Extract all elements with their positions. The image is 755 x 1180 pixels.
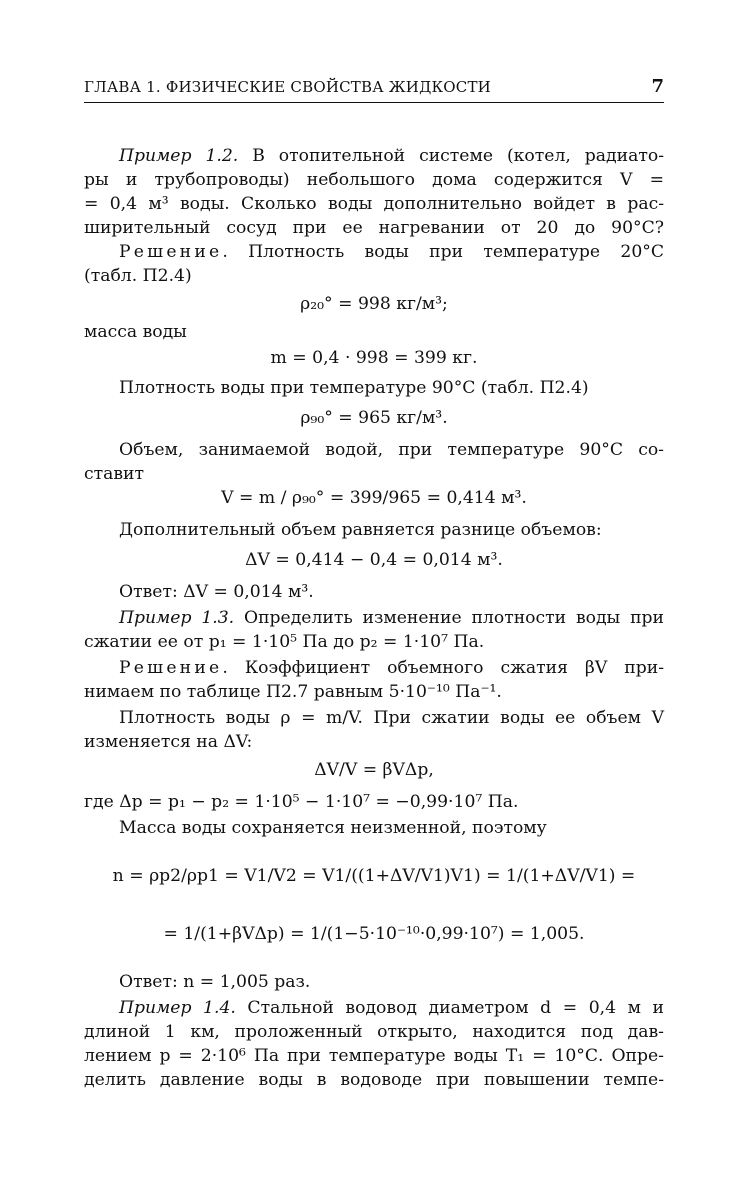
ex14-line-2: длиной 1 км, проложенный открыто, находится под дав- (84, 1022, 664, 1042)
ex14-label: Пример 1.4. (119, 998, 236, 1018)
running-header (84, 74, 664, 103)
ex13-line-6: изменяется на ΔV: (84, 732, 253, 752)
ex12-line-11: Дополнительный объем равняется разнице объемов: (119, 520, 602, 540)
ex14-line-3: лением p = 2·10⁶ Па при температуре воды T₁ = 10°С. Опре- (84, 1046, 664, 1066)
ex13-line-4: нимаем по таблице П2.7 равным 5·10⁻¹⁰ Па⁻¹. (84, 682, 502, 702)
ex13-label: Пример 1.3. (119, 608, 235, 628)
ex13-line-5: Плотность воды ρ = m/V. При сжатии воды ее объем V (119, 708, 664, 728)
chapter-title: ГЛАВА 1. ФИЗИЧЕСКИЕ СВОЙСТВА ЖИДКОСТИ (84, 78, 491, 96)
ex12-line-9: Объем, занимаемой водой, при температуре 90°С со- (119, 440, 664, 460)
ex12-formula-2: m = 0,4 · 998 = 399 кг. (270, 348, 478, 368)
ex12-line-3: = 0,4 м³ воды. Сколько воды дополнительно войдет в рас- (84, 194, 664, 214)
ex12-line-7: масса воды (84, 322, 187, 342)
page-number: 7 (651, 76, 664, 97)
ex12-answer: Ответ: ΔV = 0,014 м³. (119, 582, 314, 602)
ex12-line-2: ры и трубопроводы) небольшого дома содержится V = (84, 170, 664, 190)
ex12-line-4: ширительный сосуд при ее нагревании от 20 до 90°С? (84, 218, 664, 238)
ex13-line-8: Масса воды сохраняется неизменной, поэтому (119, 818, 547, 838)
ex12-line-1: Пример 1.2. В отопительной системе (котел, радиато- (119, 146, 664, 166)
ex12-formula-5: ΔV = 0,414 − 0,4 = 0,014 м³. (245, 550, 503, 570)
ex13-formula-1: ΔV/V = βVΔp, (314, 760, 434, 780)
ex12-line-8: Плотность воды при температуре 90°С (табл. П2.4) (119, 378, 589, 398)
ex13-formula-2: n = ρp2/ρp1 = V1/V2 = V1/((1+ΔV/V1)V1) = 1/(1+ΔV/V1) = (112, 866, 636, 886)
ex13-line-2: сжатии ее от p₁ = 1·10⁵ Па до p₂ = 1·10⁷ Па. (84, 632, 485, 652)
ex12-line-6: (табл. П2.4) (84, 266, 192, 286)
ex13-answer: Ответ: n = 1,005 раз. (119, 972, 311, 992)
ex13-formula-3: = 1/(1+βVΔp) = 1/(1−5·10⁻¹⁰·0,99·10⁷) = 1,005. (163, 924, 585, 944)
solution-word: Решение (119, 242, 223, 262)
ex14-line-4: делить давление воды в водоводе при повышении темпе- (84, 1070, 664, 1090)
ex12-formula-4: V = m / ρ₉₀° = 399/965 = 0,414 м³. (221, 488, 527, 508)
ex12-line-10: ставит (84, 464, 145, 484)
ex14-line-1: Пример 1.4. Стальной водовод диаметром d = 0,4 м и (119, 998, 665, 1018)
ex12-formula-1: ρ₂₀° = 998 кг/м³; (300, 294, 448, 314)
ex13-line-7: где Δp = p₁ − p₂ = 1·10⁵ − 1·10⁷ = −0,99·10⁷ Па. (84, 792, 519, 812)
ex13-solution-line: Решение. Коэффициент объемного сжатия βV при- (119, 658, 664, 678)
ex12-solution-line: Решение. Плотность воды при температуре 20°С (119, 242, 664, 262)
solution-word: Решение (119, 658, 223, 678)
ex12-label: Пример 1.2. (119, 146, 239, 166)
ex12-formula-3: ρ₉₀° = 965 кг/м³. (300, 408, 448, 428)
ex13-line-1: Пример 1.3. Определить изменение плотности воды при (119, 608, 665, 628)
